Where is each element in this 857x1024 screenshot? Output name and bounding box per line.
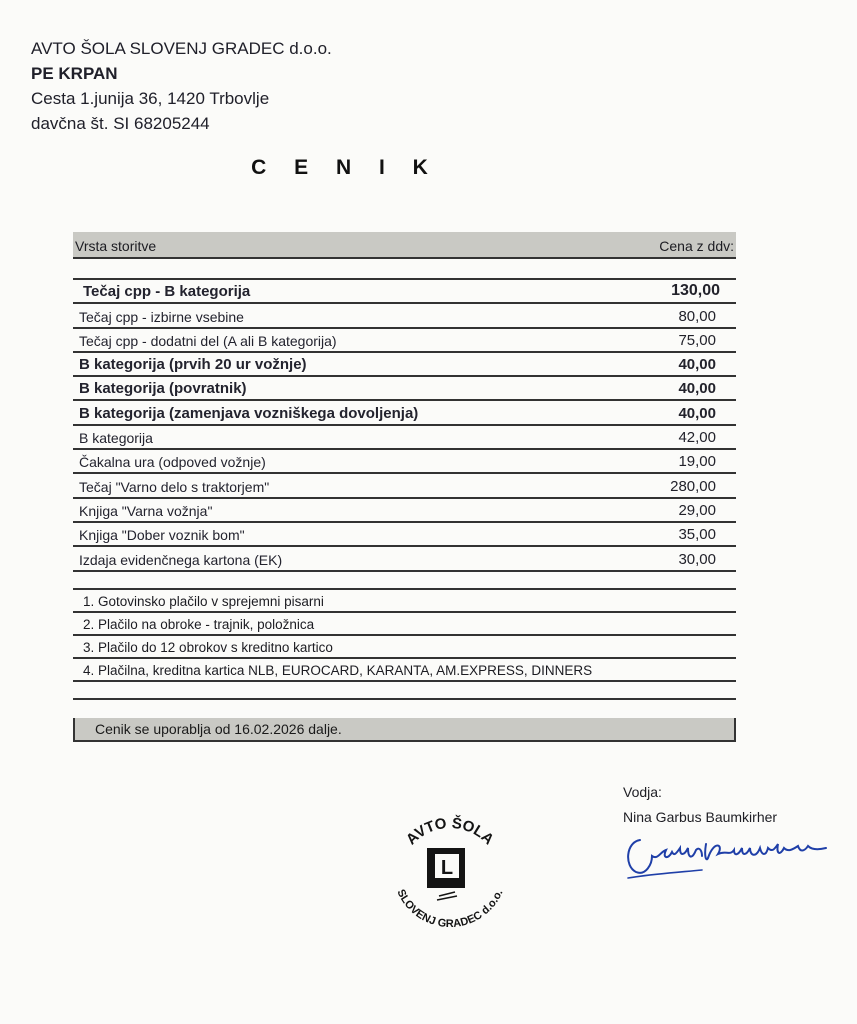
- branch-name: PE KRPAN: [31, 64, 118, 83]
- service-name: B kategorija (prvih 20 ur vožnje): [79, 356, 307, 374]
- service-name: Tečaj "Varno delo s traktorjem": [79, 478, 270, 495]
- table-row: [73, 547, 736, 571]
- page-title: C E N I K: [251, 156, 439, 179]
- signatory-role: Vodja:: [623, 784, 662, 800]
- svg-text:AVTO ŠOLA: AVTO ŠOLA: [402, 814, 498, 849]
- service-price: 19,00: [678, 453, 716, 471]
- table-body: [73, 280, 736, 572]
- tax-number: davčna št. SI 68205244: [31, 114, 210, 133]
- table-row: [73, 329, 736, 353]
- company-name: AVTO ŠOLA SLOVENJ GRADEC d.o.o.: [31, 39, 332, 58]
- signatory-name: Nina Garbus Baumkirher: [623, 809, 778, 825]
- service-price: 130,00: [671, 282, 720, 300]
- service-name: Izdaja evidenčnega kartona (EK): [79, 551, 283, 568]
- validity-note: Cenik se uporablja od 16.02.2026 dalje.: [73, 718, 736, 742]
- table-row: [73, 304, 736, 328]
- payment-item: 2. Plačilo na obroke - trajnik, položnica: [73, 613, 736, 636]
- table-row: [73, 523, 736, 547]
- service-price: 29,00: [678, 501, 716, 519]
- service-name: Čakalna ura (odpoved vožnje): [79, 454, 266, 471]
- payment-item: 3. Plačilo do 12 obrokov s kreditno kartico: [73, 636, 736, 659]
- table-row: [73, 377, 736, 401]
- service-price: 75,00: [678, 331, 716, 349]
- service-name: Tečaj cpp - dodatni del (A ali B kategorija): [79, 332, 337, 349]
- table-row: [73, 499, 736, 523]
- handwritten-signature: [622, 826, 842, 891]
- service-name: Knjiga "Varna vožnja": [79, 502, 213, 519]
- payment-item: 1. Gotovinsko plačilo v sprejemni pisarni: [73, 590, 736, 613]
- table-row: [73, 426, 736, 450]
- column-header-price: Cena z ddv:: [659, 238, 734, 254]
- table-row: [73, 280, 736, 304]
- stamp-seal-icon: [375, 800, 525, 940]
- service-price: 40,00: [678, 356, 716, 374]
- service-price: 280,00: [670, 477, 716, 495]
- service-price: 42,00: [678, 429, 716, 447]
- column-header-service: Vrsta storitve: [75, 238, 157, 254]
- service-name: B kategorija (zamenjava vozniškega dovoljenja): [79, 404, 419, 422]
- table-row: [73, 401, 736, 425]
- table-header: [73, 232, 736, 259]
- table-row: [73, 450, 736, 474]
- company-address: Cesta 1.junija 36, 1420 Trbovlje: [31, 89, 270, 108]
- service-name: Tečaj cpp - B kategorija: [83, 283, 251, 301]
- company-stamp: [375, 800, 525, 945]
- payment-list: [73, 590, 736, 682]
- svg-text:L: L: [440, 857, 454, 879]
- table-spacer-row: [73, 259, 736, 280]
- service-price: 80,00: [678, 307, 716, 325]
- service-price: 40,00: [678, 380, 716, 398]
- service-price: 35,00: [678, 526, 716, 544]
- table-row: [73, 353, 736, 377]
- svg-text:SLOVENJ GRADEC d.o.o.: SLOVENJ GRADEC d.o.o.: [394, 887, 506, 931]
- table-row: [73, 474, 736, 498]
- service-name: B kategorija: [79, 430, 153, 447]
- payment-methods: [73, 588, 736, 700]
- signatory-block: [623, 780, 777, 830]
- service-name: Tečaj cpp - izbirne vsebine: [79, 308, 244, 325]
- company-header: [31, 36, 332, 136]
- payment-blank-row: [73, 682, 736, 700]
- service-price: 40,00: [678, 404, 716, 422]
- service-price: 30,00: [678, 550, 716, 568]
- price-table: [73, 232, 736, 742]
- service-name: B kategorija (povratnik): [79, 380, 247, 398]
- signature-icon: [622, 826, 842, 886]
- service-name: Knjiga "Dober voznik bom": [79, 527, 245, 544]
- payment-item: 4. Plačilna, kreditna kartica NLB, EUROCARD, KARANTA, AM.EXPRESS, DINNERS: [73, 659, 736, 682]
